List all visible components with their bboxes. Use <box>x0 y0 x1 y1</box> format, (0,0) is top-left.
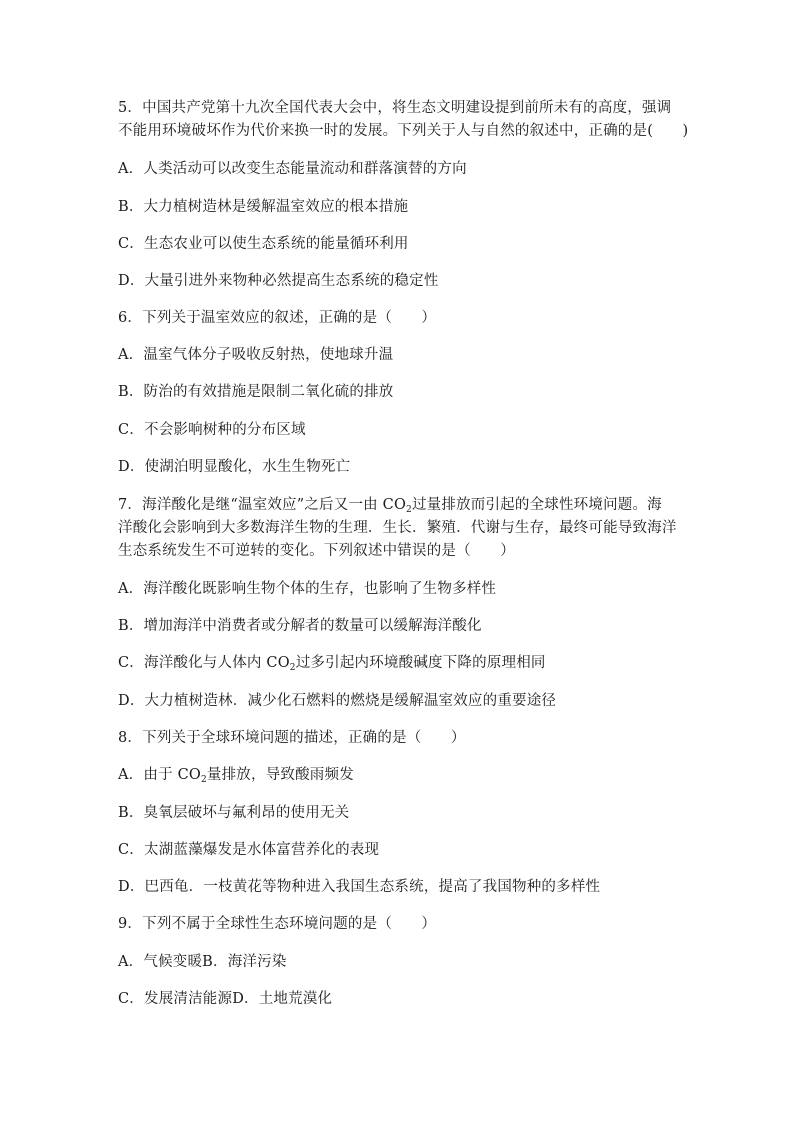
question-7-option-c <box>118 653 546 673</box>
question-8-option-a-sub: 2 <box>200 775 207 785</box>
question-8-option-a-post: 量排放，导致酸雨频发 <box>206 767 354 783</box>
question-5-option-d: D．大量引进外来物种必然提高生态系统的稳定性 <box>118 273 439 289</box>
question-7-stem-line-1-sub: 2 <box>406 505 412 515</box>
question-8-option-c: C．太湖蓝藻爆发是水体富营养化的表现 <box>118 842 380 858</box>
question-7-option-c-pre: C．海洋酸化与人体内 CO <box>118 655 290 671</box>
question-8-option-a <box>118 765 354 785</box>
question-8-option-a-pre: A．由于 CO <box>118 767 201 783</box>
question-5-stem-line-1: 5．中国共产党第十九次全国代表大会中，将生态文明建设提到前所未有的高度，强调 <box>118 100 672 116</box>
question-7-option-c-post: 过多引起内环境酸碱度下降的原理相同 <box>295 655 546 671</box>
question-9-options-row-2: C．发展清洁能源D．土地荒漠化 <box>118 991 333 1007</box>
question-7-stem-line-1 <box>118 495 662 515</box>
question-6-option-a: A．温室气体分子吸收反射热，使地球升温 <box>118 347 394 363</box>
question-5-stem-line-2: 不能用环境破坏作为代价来换一时的发展。下列关于人与自然的叙述中，正确的是( ) <box>118 123 689 139</box>
question-7-stem-line-2: 洋酸化会影响到大多数海洋生物的生理．生长．繁殖．代谢与生存，最终可能导致海洋 <box>118 520 677 536</box>
question-6-stem: 6．下列关于温室效应的叙述，正确的是（ ） <box>118 310 437 326</box>
question-9-stem: 9．下列不属于全球性生态环境问题的是（ ） <box>118 916 437 932</box>
question-8-option-b: B．臭氧层破坏与氟利昂的使用无关 <box>118 805 350 821</box>
question-7-stem-line-3: 生态系统发生不可逆转的变化。下列叙述中错误的是（ ） <box>118 543 515 559</box>
question-5-option-c: C．生态农业可以使生态系统的能量循环利用 <box>118 236 409 252</box>
question-9-options-row-1: A．气候变暖B．海洋污染 <box>118 954 287 970</box>
question-7-option-c-sub: 2 <box>289 663 296 673</box>
question-7-stem-line-1-post: 过量排放而引起的全球性环境问题。海 <box>411 497 662 513</box>
question-7-option-a: A．海洋酸化既影响生物个体的生存，也影响了生物多样性 <box>118 581 497 597</box>
question-6-option-b: B．防治的有效措施是限制二氧化硫的排放 <box>118 384 394 400</box>
question-8-option-d: D．巴西龟．一枝黄花等物种进入我国生态系统，提高了我国物种的多样性 <box>118 879 601 895</box>
question-5-option-a: A．人类活动可以改变生态能量流动和群落演替的方向 <box>118 161 467 177</box>
question-6-option-c: C．不会影响树种的分布区域 <box>118 422 306 438</box>
question-7-option-b: B．增加海洋中消费者或分解者的数量可以缓解海洋酸化 <box>118 618 482 634</box>
question-5-option-b: B．大力植树造林是缓解温室效应的根本措施 <box>118 199 409 215</box>
question-6-option-d: D．使湖泊明显酸化，水生生物死亡 <box>118 459 351 475</box>
question-7-option-d: D．大力植树造林．减少化石燃料的燃烧是缓解温室效应的重要途径 <box>118 693 557 709</box>
question-8-stem: 8．下列关于全球环境问题的描述，正确的是（ ） <box>118 730 466 746</box>
question-7-stem-line-1-pre: 7．海洋酸化是继“温室效应”之后又一由 CO <box>118 497 407 513</box>
